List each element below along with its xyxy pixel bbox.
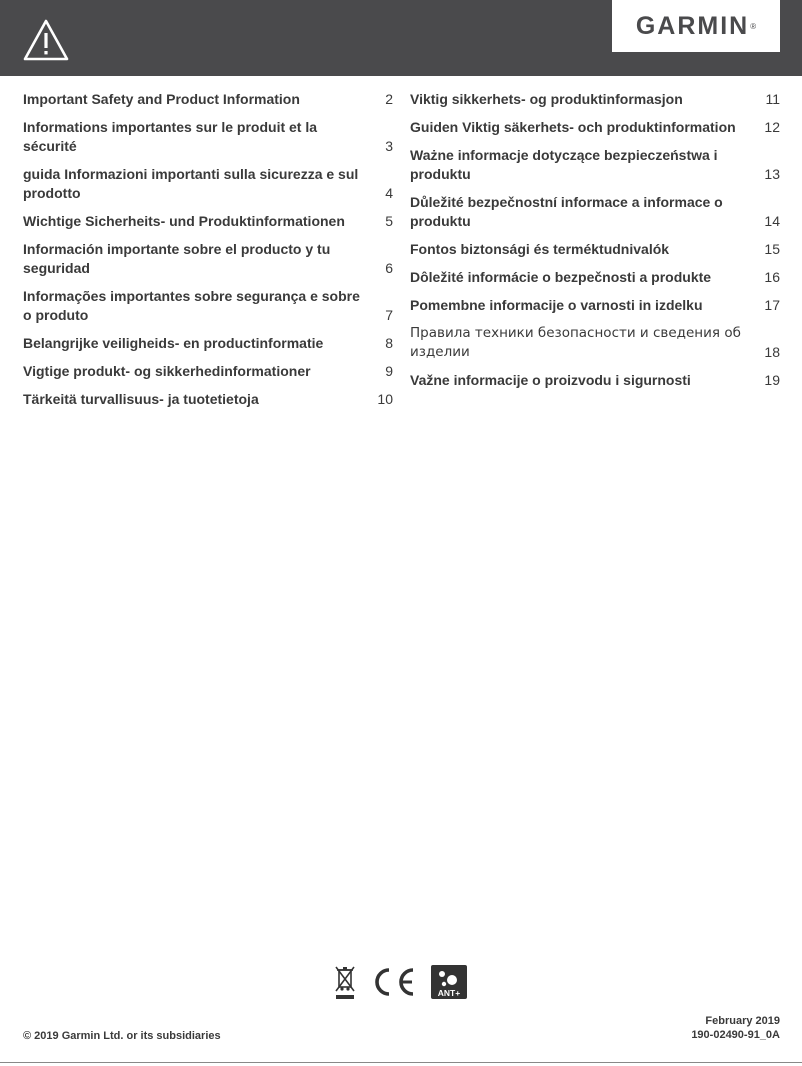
toc-title: Tärkeitä turvallisuus- ja tuotetietoja [23, 391, 259, 407]
toc-item-de[interactable] [23, 212, 393, 231]
garmin-logo [612, 0, 780, 52]
toc-title: Información importante sobre el producto y tu seguridad [23, 241, 331, 276]
toc-page: 2 [385, 91, 393, 107]
toc-item-es[interactable] [23, 240, 393, 278]
toc-title: Guiden Viktig säkerhets- och produktinformation [410, 119, 736, 135]
toc-page: 19 [764, 372, 780, 388]
toc-title: Fontos biztonsági és terméktudnivalók [410, 241, 670, 257]
toc-page: 14 [764, 213, 780, 229]
toc-title: Ważne informacje dotyczące bezpieczeństwa i produktu [410, 147, 718, 182]
publication-date: February 2019 [705, 1015, 780, 1027]
toc-title: Važne informacije o proizvodu i sigurnosti [410, 372, 691, 388]
toc-page: 4 [385, 185, 393, 201]
toc-page: 17 [764, 297, 780, 313]
toc-page: 5 [385, 213, 393, 229]
toc-item-en[interactable] [23, 90, 393, 109]
ant-plus-label: ANT+ [437, 988, 461, 998]
part-number: 190-02490-91_0A [691, 1029, 780, 1041]
toc-item-hu[interactable] [410, 240, 780, 259]
toc-right-column [410, 90, 780, 399]
toc-item-nl[interactable] [23, 334, 393, 353]
toc-item-ru[interactable] [410, 324, 780, 362]
toc-item-fr[interactable] [23, 118, 393, 156]
bottom-rule [0, 1062, 802, 1063]
toc-page: 12 [764, 119, 780, 135]
toc-item-sk[interactable] [410, 268, 780, 287]
toc-page: 3 [385, 138, 393, 154]
toc-page: 10 [377, 391, 393, 407]
toc-title: Belangrijke veiligheids- en productinformatie [23, 335, 324, 351]
toc-page: 8 [385, 335, 393, 351]
toc-page: 6 [385, 260, 393, 276]
toc-title: Informations importantes sur le produit et la sécurité [23, 119, 318, 154]
toc-left-column [23, 90, 393, 418]
logo-text: GARMIN [635, 11, 750, 40]
toc-item-sl[interactable] [410, 296, 780, 315]
ce-mark-icon [369, 967, 419, 997]
toc-item-pt[interactable] [23, 287, 393, 325]
toc-title: Правила техники безопасности и сведения об изделии [410, 325, 741, 360]
weee-bin-icon [333, 964, 357, 1000]
toc-title: Vigtige produkt- og sikkerhedinformationer [23, 363, 311, 379]
toc-item-it[interactable] [23, 165, 393, 203]
toc-title: Viktig sikkerhets- og produktinformasjon [410, 91, 683, 107]
warning-triangle-icon [22, 18, 70, 62]
publication-info [691, 1014, 780, 1042]
toc-item-fi[interactable] [23, 390, 393, 409]
toc-item-pl[interactable] [410, 146, 780, 184]
toc-page: 7 [385, 307, 393, 323]
toc-page: 11 [765, 91, 780, 107]
logo-registered-mark: ® [750, 21, 757, 31]
toc-page: 18 [764, 344, 780, 360]
toc-title: Důležité bezpečnostní informace a informace o produktu [410, 194, 723, 229]
toc-title: Informações importantes sobre segurança e sobre o produto [23, 288, 360, 323]
toc-item-cs[interactable] [410, 193, 780, 231]
ant-plus-icon [431, 965, 467, 999]
toc-item-no[interactable] [410, 90, 780, 109]
toc-item-da[interactable] [23, 362, 393, 381]
toc-page: 13 [764, 166, 780, 182]
toc-page: 9 [385, 363, 393, 379]
toc-title: Pomembne informacije o varnosti in izdelku [410, 297, 703, 313]
toc-title: Important Safety and Product Information [23, 91, 300, 107]
toc-page: 16 [764, 269, 780, 285]
compliance-symbols [333, 964, 467, 1000]
toc-item-hr[interactable] [410, 371, 780, 390]
header-band [0, 0, 802, 76]
toc-title: Wichtige Sicherheits- und Produktinformationen [23, 213, 345, 229]
toc-item-sv[interactable] [410, 118, 780, 137]
toc-page: 15 [764, 241, 780, 257]
toc-title: guida Informazioni importanti sulla sicurezza e sul prodotto [23, 166, 359, 201]
copyright-notice: © 2019 Garmin Ltd. or its subsidiaries [23, 1030, 221, 1042]
toc-title: Dôležité informácie o bezpečnosti a produkte [410, 269, 712, 285]
